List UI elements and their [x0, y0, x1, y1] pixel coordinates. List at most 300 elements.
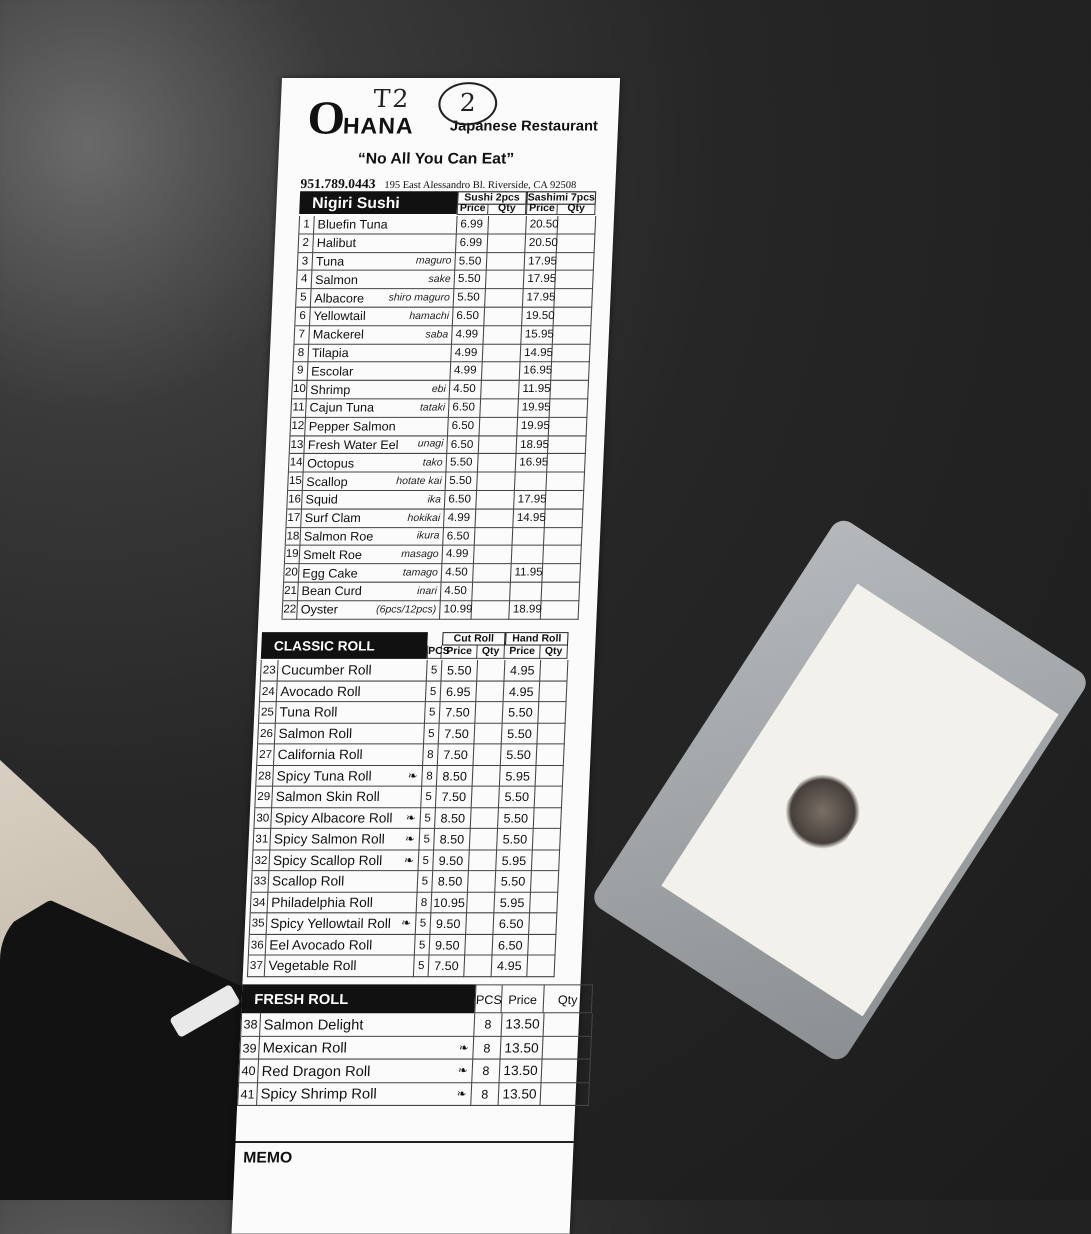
sashimi-price: 14.95 — [521, 344, 553, 362]
nigiri-row — [293, 344, 591, 362]
sushi-qty-cell[interactable] — [472, 583, 511, 601]
pieces: 5 — [425, 702, 441, 723]
sashimi-price: 15.95 — [521, 326, 553, 344]
price-header: Price — [457, 204, 489, 215]
item-name — [301, 509, 445, 527]
item-name-text: Tilapia — [311, 345, 349, 361]
item-number: 36 — [249, 934, 267, 955]
item-name-text: Albacore — [314, 290, 365, 306]
hand-roll-price: 5.95 — [500, 766, 537, 787]
fresh-roll-qty-cell[interactable] — [544, 1013, 593, 1036]
hand-roll-qty-cell[interactable] — [535, 787, 563, 808]
hand-roll-qty-cell[interactable] — [539, 681, 567, 702]
cut-roll-price: 7.50 — [438, 744, 475, 765]
nigiri-row — [298, 216, 596, 234]
item-name — [298, 583, 442, 601]
sashimi-price: 17.95 — [525, 253, 557, 271]
item-name-text: Philadelphia Roll — [270, 894, 374, 910]
item-name — [311, 289, 455, 307]
pieces: 8 — [474, 1013, 502, 1036]
item-japanese-name: hokikai — [407, 512, 441, 524]
hand-roll-qty-cell[interactable] — [529, 913, 557, 934]
sushi-price: 4.50 — [441, 583, 473, 601]
item-japanese-name: tamago — [402, 567, 439, 579]
memo-label: MEMO — [242, 1149, 293, 1167]
item-name-text: Escolar — [310, 364, 354, 379]
qty-header: Qty — [477, 646, 505, 659]
cut-roll-qty-cell[interactable] — [464, 956, 492, 977]
fresh-roll-row — [237, 1083, 590, 1106]
sushi-qty-cell[interactable] — [488, 234, 527, 252]
item-number: 10 — [292, 381, 308, 399]
sushi-price: 5.50 — [446, 454, 478, 472]
item-number: 34 — [251, 892, 269, 913]
nigiri-row — [282, 583, 580, 601]
sashimi-qty-cell[interactable] — [547, 454, 586, 472]
sushi-qty-cell[interactable] — [487, 253, 526, 271]
item-japanese-name: ikura — [416, 530, 440, 542]
hand-roll-qty-cell[interactable] — [540, 660, 568, 681]
item-japanese-name: hotate kai — [396, 475, 443, 487]
logo-hana: HANA — [342, 113, 415, 139]
fresh-roll-row — [239, 1036, 592, 1059]
sashimi-price: 20.50 — [525, 234, 557, 252]
nigiri-row — [281, 601, 579, 619]
nigiri-row — [287, 473, 585, 491]
item-japanese-name: saba — [425, 328, 449, 341]
pieces: 5 — [420, 808, 436, 829]
fresh-roll-row — [238, 1060, 591, 1083]
item-name-text: Salmon Delight — [263, 1016, 364, 1033]
hand-roll-qty-cell[interactable] — [538, 702, 566, 723]
pieces: 8 — [417, 892, 433, 913]
classic-roll-row — [257, 723, 566, 744]
cut-roll-qty-cell[interactable] — [469, 850, 497, 871]
price-header: Price — [502, 984, 545, 1013]
classic-roll-row — [255, 766, 564, 787]
item-name-text: Eel Avocado Roll — [269, 936, 373, 953]
pieces: 8 — [423, 744, 439, 765]
item-name-text: Mackerel — [312, 327, 365, 342]
qty-header: Qty — [488, 204, 526, 215]
cut-roll-price: 7.50 — [436, 787, 473, 808]
sushi-qty-cell[interactable] — [476, 509, 515, 527]
item-name — [304, 436, 448, 454]
nigiri-row — [297, 253, 595, 271]
classic-roll-row — [260, 660, 569, 681]
sushi-qty-cell[interactable] — [486, 271, 525, 289]
sashimi-qty-cell[interactable] — [553, 326, 592, 344]
nigiri-row — [295, 289, 593, 307]
item-name — [265, 956, 415, 977]
sushi-price: 4.50 — [442, 564, 474, 582]
sushi-qty-cell[interactable] — [478, 454, 517, 472]
sashimi-price: 19.95 — [518, 399, 550, 417]
chili-pepper-icon: ❧ — [458, 1041, 469, 1055]
classic-roll-row — [252, 850, 561, 871]
cut-roll-qty-cell[interactable] — [468, 871, 496, 892]
sushi-qty-cell[interactable] — [474, 546, 513, 564]
classic-roll-row — [256, 744, 565, 765]
sashimi-qty-cell[interactable] — [542, 564, 581, 582]
sashimi-qty-cell[interactable] — [549, 418, 588, 436]
nigiri-row — [285, 509, 583, 527]
item-name-text: Halibut — [316, 235, 357, 251]
classic-roll-row — [252, 829, 561, 850]
item-number: 26 — [258, 723, 276, 744]
qty-header: Qty — [557, 204, 595, 215]
sushi-price: 6.99 — [457, 216, 489, 234]
pieces: 8 — [472, 1060, 500, 1083]
item-number: 23 — [261, 660, 279, 681]
nigiri-row — [294, 308, 592, 326]
chili-pepper-icon: ❧ — [404, 833, 415, 846]
sushi-qty-cell[interactable] — [473, 564, 512, 582]
sashimi-qty-cell[interactable] — [550, 399, 589, 417]
item-name-text: Tuna — [315, 254, 345, 269]
item-name-text: Salmon Roe — [303, 529, 374, 544]
item-name-text: Surf Clam — [304, 510, 362, 526]
sushi-price: 5.50 — [446, 473, 478, 491]
nigiri-row — [293, 326, 591, 344]
nigiri-row — [290, 399, 588, 417]
item-name-text: Shrimp — [310, 382, 351, 397]
pcs-header: PCS — [474, 984, 503, 1013]
sushi-qty-cell[interactable] — [471, 601, 510, 619]
item-number: 29 — [255, 787, 273, 808]
pieces: 5 — [418, 871, 434, 892]
cut-roll-price: 8.50 — [437, 766, 474, 787]
sashimi-price: 20.50 — [526, 216, 558, 234]
pieces: 5 — [415, 934, 431, 955]
sashimi-qty-cell[interactable] — [555, 271, 594, 289]
item-name — [300, 528, 444, 546]
item-number: 20 — [284, 564, 300, 582]
item-name-text: Octopus — [306, 455, 355, 471]
hand-roll-qty-cell[interactable] — [533, 829, 561, 850]
sushi-qty-cell[interactable] — [479, 436, 518, 454]
item-name — [268, 892, 418, 913]
item-name — [274, 744, 424, 765]
item-name — [314, 216, 458, 234]
item-name-text: Spicy Salmon Roll — [273, 831, 386, 847]
hand-roll-qty-cell[interactable] — [532, 850, 560, 871]
fresh-subheader — [474, 984, 593, 1013]
sashimi-price: 18.95 — [517, 436, 549, 454]
sashimi-price: 18.99 — [509, 601, 541, 619]
item-name-text: Bluefin Tuna — [317, 217, 388, 232]
price-header: Price — [504, 646, 540, 659]
sashimi-price — [512, 546, 544, 564]
hand-roll-price: 5.50 — [502, 723, 539, 744]
sashimi-qty-cell[interactable] — [542, 583, 581, 601]
item-name-text: Squid — [305, 492, 339, 507]
fresh-roll-price: 13.50 — [499, 1083, 542, 1106]
sushi-price: 4.99 — [444, 509, 476, 527]
item-name — [306, 399, 450, 417]
chili-pepper-icon: ❧ — [405, 812, 416, 825]
fresh-roll-qty-cell[interactable] — [542, 1060, 591, 1083]
sushi-qty-cell[interactable] — [477, 473, 516, 491]
sashimi-qty-cell[interactable] — [541, 601, 580, 619]
item-number: 7 — [295, 326, 311, 344]
chili-pepper-icon: ❧ — [457, 1064, 468, 1078]
item-name — [270, 829, 420, 850]
sashimi-price — [515, 473, 547, 491]
item-name-text: Spicy Albacore Roll — [274, 810, 393, 826]
item-name-text: Scallop Roll — [271, 873, 345, 889]
item-name-text: Mexican Roll — [262, 1039, 348, 1056]
fresh-roll-price: 13.50 — [502, 1013, 545, 1036]
item-name — [308, 363, 452, 381]
item-name — [259, 1036, 474, 1059]
item-name-text: Cucumber Roll — [280, 662, 372, 678]
item-name-text: Yellowtail — [313, 309, 366, 324]
hand-roll-header: Hand Roll — [505, 632, 569, 645]
nigiri-row — [285, 528, 583, 546]
item-japanese-name: shiro maguro — [388, 292, 451, 304]
item-name-text: Pepper Salmon — [308, 419, 396, 434]
item-name — [309, 326, 453, 344]
sashimi-column-header: Sashimi 7pcs — [527, 192, 596, 204]
sushi-qty-cell[interactable] — [480, 399, 519, 417]
item-name-text: Bean Curd — [301, 584, 363, 599]
item-name — [303, 473, 447, 491]
item-japanese-name: tako — [422, 457, 443, 469]
cut-roll-qty-cell[interactable] — [466, 913, 494, 934]
fresh-roll-price: 13.50 — [500, 1060, 543, 1083]
fresh-roll-price: 13.50 — [501, 1036, 544, 1059]
item-name-text: Vegetable Roll — [268, 957, 357, 974]
qty-header: Qty — [540, 646, 568, 659]
cut-roll-price: 8.50 — [434, 829, 471, 850]
sushi-column-header: Sushi 2pcs — [457, 191, 527, 204]
pieces: 5 — [421, 787, 437, 808]
item-name — [312, 271, 456, 289]
sashimi-qty-cell[interactable] — [546, 473, 585, 491]
sushi-qty-cell[interactable] — [484, 308, 523, 326]
sashimi-price: 16.95 — [516, 454, 548, 472]
pieces: 5 — [416, 913, 432, 934]
hand-roll-price: 6.50 — [493, 934, 530, 955]
restaurant-type: Japanese Restaurant — [449, 117, 599, 134]
item-name-text: Tuna Roll — [279, 704, 338, 720]
cut-roll-qty-cell[interactable] — [476, 681, 504, 702]
item-number: 3 — [298, 253, 314, 271]
sushi-price: 5.50 — [454, 289, 486, 307]
item-name — [310, 308, 454, 326]
item-name — [260, 1013, 475, 1036]
sushi-qty-cell[interactable] — [482, 363, 521, 381]
sashimi-qty-cell[interactable] — [554, 289, 593, 307]
sushi-price: 6.50 — [447, 436, 479, 454]
cut-roll-qty-cell[interactable] — [473, 766, 501, 787]
item-japanese-name: unagi — [417, 438, 444, 451]
hand-roll-price: 5.95 — [494, 892, 531, 913]
sushi-price: 6.99 — [456, 234, 488, 252]
item-name — [302, 491, 446, 509]
nigiri-row — [288, 454, 586, 472]
sushi-qty-cell[interactable] — [481, 381, 520, 399]
fresh-roll-qty-cell[interactable] — [541, 1083, 590, 1106]
order-sheet — [232, 78, 621, 1234]
cut-roll-header: Cut Roll — [442, 632, 506, 645]
sushi-price: 6.50 — [448, 418, 480, 436]
item-name — [305, 418, 449, 436]
sushi-price: 6.50 — [453, 308, 485, 326]
item-name-text: Avocado Roll — [280, 683, 361, 699]
classic-roll-row — [247, 956, 556, 977]
cut-roll-qty-cell[interactable] — [474, 723, 502, 744]
hand-roll-qty-cell[interactable] — [531, 871, 559, 892]
item-name — [257, 1083, 472, 1106]
sushi-price: 4.50 — [450, 381, 482, 399]
pieces: 5 — [426, 681, 442, 702]
classic-roll-row — [249, 913, 558, 934]
cut-roll-price: 9.50 — [433, 850, 470, 871]
nigiri-row — [291, 381, 589, 399]
address: 195 East Alessandro Bl. Riverside, CA 92508 — [384, 179, 577, 192]
sushi-qty-cell[interactable] — [483, 344, 522, 362]
nigiri-row — [297, 234, 595, 252]
item-japanese-name: hamachi — [409, 310, 450, 322]
item-name-text: Egg Cake — [302, 565, 359, 581]
classic-roll-row — [251, 871, 560, 892]
hand-roll-qty-cell[interactable] — [528, 934, 556, 955]
sushi-qty-cell[interactable] — [484, 326, 523, 344]
nigiri-row — [296, 271, 594, 289]
sashimi-price: 16.95 — [520, 363, 552, 381]
cut-roll-qty-cell[interactable] — [467, 892, 495, 913]
item-number: 27 — [257, 744, 275, 765]
sushi-qty-cell[interactable] — [488, 216, 527, 234]
item-name — [272, 787, 422, 808]
chair — [0, 900, 250, 1200]
pcs-header: PCS — [427, 646, 442, 659]
item-name — [269, 850, 419, 871]
pieces: 8 — [422, 766, 438, 787]
sashimi-price: 14.95 — [513, 509, 545, 527]
item-number: 32 — [253, 850, 271, 871]
sushi-qty-cell[interactable] — [475, 528, 514, 546]
sushi-price: 5.50 — [455, 253, 487, 271]
item-number: 31 — [254, 829, 272, 850]
hand-roll-qty-cell[interactable] — [537, 744, 565, 765]
item-name-text: Oyster — [300, 602, 339, 617]
sashimi-qty-cell[interactable] — [554, 308, 593, 326]
item-number: 15 — [288, 473, 304, 491]
nigiri-row — [289, 436, 587, 454]
fresh-roll-qty-cell[interactable] — [543, 1036, 592, 1059]
sushi-price: 4.99 — [451, 344, 483, 362]
cut-roll-qty-cell[interactable] — [477, 660, 505, 681]
sashimi-qty-cell[interactable] — [552, 344, 591, 362]
item-number: 33 — [252, 871, 270, 892]
price-header: Price — [526, 204, 558, 215]
hand-roll-qty-cell[interactable] — [527, 956, 555, 977]
hand-roll-qty-cell[interactable] — [530, 892, 558, 913]
sushi-qty-cell[interactable] — [480, 418, 519, 436]
item-name-text: Smelt Roe — [302, 547, 363, 562]
item-name-text: Fresh Water Eel — [307, 437, 399, 452]
item-japanese-name: maguro — [415, 255, 452, 267]
sashimi-qty-cell[interactable] — [543, 546, 582, 564]
sashimi-qty-cell[interactable] — [544, 528, 583, 546]
item-number: 24 — [260, 681, 278, 702]
sashimi-qty-cell[interactable] — [557, 234, 596, 252]
cut-roll-qty-cell[interactable] — [471, 808, 499, 829]
item-name — [271, 808, 421, 829]
fresh-roll-title: FRESH ROLL — [241, 984, 475, 1013]
sushi-price: 6.50 — [449, 399, 481, 417]
hand-roll-price: 5.95 — [496, 850, 533, 871]
sashimi-qty-cell[interactable] — [546, 491, 585, 509]
nigiri-row — [289, 418, 587, 436]
item-name — [268, 871, 418, 892]
nigiri-row — [283, 564, 581, 582]
item-name — [276, 702, 426, 723]
cut-roll-qty-cell[interactable] — [474, 744, 502, 765]
cut-roll-qty-cell[interactable] — [475, 702, 503, 723]
hand-roll-qty-cell[interactable] — [536, 766, 564, 787]
item-number: 18 — [286, 528, 302, 546]
pieces: 5 — [419, 829, 435, 850]
item-name-text: Cajun Tuna — [309, 400, 375, 416]
item-number: 1 — [299, 216, 315, 234]
item-number: 19 — [285, 546, 301, 564]
cut-roll-price: 10.95 — [431, 892, 468, 913]
item-name-text: Spicy Yellowtail Roll — [269, 915, 392, 932]
nigiri-subheader — [457, 204, 596, 215]
chili-pepper-icon: ❧ — [407, 769, 418, 783]
sashimi-price: 19.50 — [522, 308, 554, 326]
item-name — [297, 601, 441, 619]
sushi-price: 5.50 — [454, 271, 486, 289]
sashimi-qty-cell[interactable] — [556, 253, 595, 271]
cut-roll-qty-cell[interactable] — [465, 934, 493, 955]
cut-roll-qty-cell[interactable] — [472, 787, 500, 808]
item-name — [266, 934, 416, 955]
sashimi-qty-cell[interactable] — [550, 381, 589, 399]
item-name-text: California Roll — [277, 746, 363, 763]
hand-roll-qty-cell[interactable] — [534, 808, 562, 829]
item-name — [299, 564, 443, 582]
sushi-price: 6.50 — [445, 491, 477, 509]
sushi-qty-cell[interactable] — [485, 289, 524, 307]
item-number: 37 — [248, 956, 266, 977]
sashimi-qty-cell[interactable] — [551, 363, 590, 381]
price-header: Price — [441, 646, 477, 659]
item-number: 22 — [282, 601, 298, 619]
item-name — [312, 253, 456, 271]
hand-roll-qty-cell[interactable] — [537, 723, 565, 744]
sashimi-qty-cell[interactable] — [548, 436, 587, 454]
cut-roll-qty-cell[interactable] — [470, 829, 498, 850]
sushi-price: 6.50 — [443, 528, 475, 546]
item-number: 40 — [239, 1060, 259, 1083]
sushi-qty-cell[interactable] — [476, 491, 515, 509]
sashimi-qty-cell[interactable] — [545, 509, 584, 527]
qty-header: Qty — [544, 984, 594, 1013]
item-name — [277, 681, 427, 702]
pieces: 8 — [471, 1083, 499, 1106]
hand-roll-price: 5.50 — [498, 808, 535, 829]
item-name — [313, 234, 457, 252]
sashimi-qty-cell[interactable] — [558, 216, 597, 234]
item-japanese-name: inari — [416, 585, 438, 598]
item-japanese-name: ika — [427, 494, 442, 506]
item-number: 12 — [291, 418, 307, 436]
